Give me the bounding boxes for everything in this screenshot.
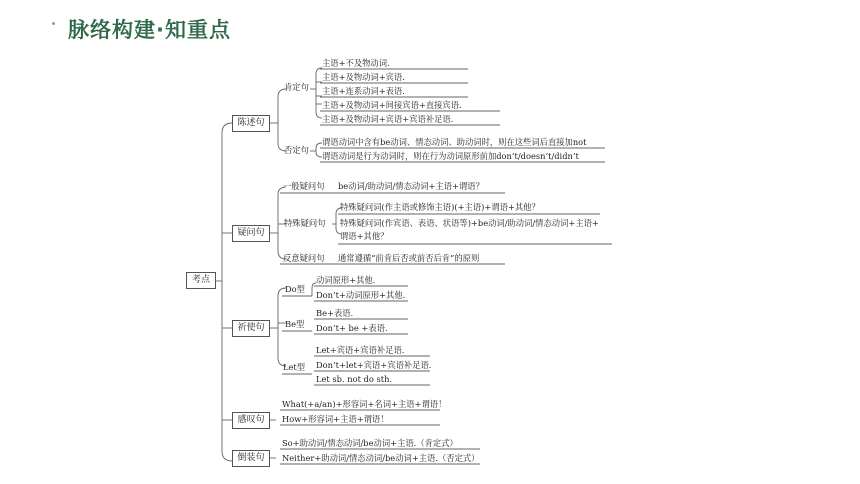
special-question-item: 谓语+其他？ (340, 231, 389, 241)
be-type-item: Don’t+ be +表语. (316, 323, 388, 333)
special-question-item: 特殊疑问词(作宾语、表语、状语等)+be动词/助动词/情态动词+主语+ (340, 218, 599, 228)
inverted-item: So+助动词/情态动词/be动词+主语.（肯定式） (282, 438, 458, 448)
affirmative-item: 主语+及物动词+间接宾语+直接宾语. (322, 100, 462, 110)
negative-item: 谓语动词中含有be动词、情态动词、助动词时，则在这些词后直接加not (322, 137, 587, 147)
exclamatory-node: 感叹句 (232, 412, 270, 429)
negative-item: 谓语动词是行为动词时，则在行为动词原形前加don’t/doesn’t/didn’t (322, 151, 579, 161)
do-type-item: 动词原形+其他. (316, 275, 376, 285)
negative-label: 否定句 (284, 145, 309, 155)
affirmative-item: 主语+不及物动词. (322, 58, 390, 68)
let-type-item: Don’t+let+宾语+宾语补足语. (316, 360, 432, 370)
general-question-label: 一般疑问句 (283, 181, 325, 191)
be-type-label: Be型 (285, 319, 305, 329)
special-question-label: 特殊疑问句 (284, 218, 326, 228)
affirmative-item: 主语+及物动词+宾语. (322, 72, 405, 82)
affirmative-label: 肯定句 (284, 82, 309, 92)
interrogative-node: 疑问句 (232, 225, 270, 242)
tag-question-label: 反意疑问句 (283, 253, 325, 263)
affirmative-item: 主语+及物动词+宾语+宾语补足语. (322, 114, 454, 124)
general-question-text: be动词/助动词/情态动词+主语+谓语？ (338, 181, 484, 191)
inverted-node: 倒装句 (232, 450, 270, 467)
affirmative-item: 主语+连系动词+表语. (322, 86, 405, 96)
root-node: 考点 (186, 272, 216, 289)
exclamatory-item: How+形容词+主语+谓语！ (282, 414, 389, 424)
do-type-item: Don’t+动词原形+其他. (316, 290, 406, 300)
declarative-node: 陈述句 (232, 115, 270, 132)
exclamatory-item: What(+a/an)+形容词+名词+主语+谓语！ (282, 399, 447, 409)
let-type-item: Let+宾语+宾语补足语. (316, 345, 405, 355)
special-question-item: 特殊疑问词(作主语或修饰主语)(+主语)+谓语+其他？ (340, 202, 540, 212)
imperative-node: 祈使句 (232, 320, 270, 337)
let-type-label: Let型 (283, 362, 306, 372)
tag-question-text: 通常遵循“前肯后否或前否后肯”的原则 (338, 253, 480, 263)
be-type-item: Be+表语. (316, 308, 354, 318)
page-title: 脉络构建·知重点 (68, 18, 231, 42)
do-type-label: Do型 (285, 284, 305, 294)
inverted-item: Neither+助动词/情态动词/be动词+主语.（否定式） (282, 453, 480, 463)
let-type-item: Let sb. not do sth. (316, 374, 393, 384)
